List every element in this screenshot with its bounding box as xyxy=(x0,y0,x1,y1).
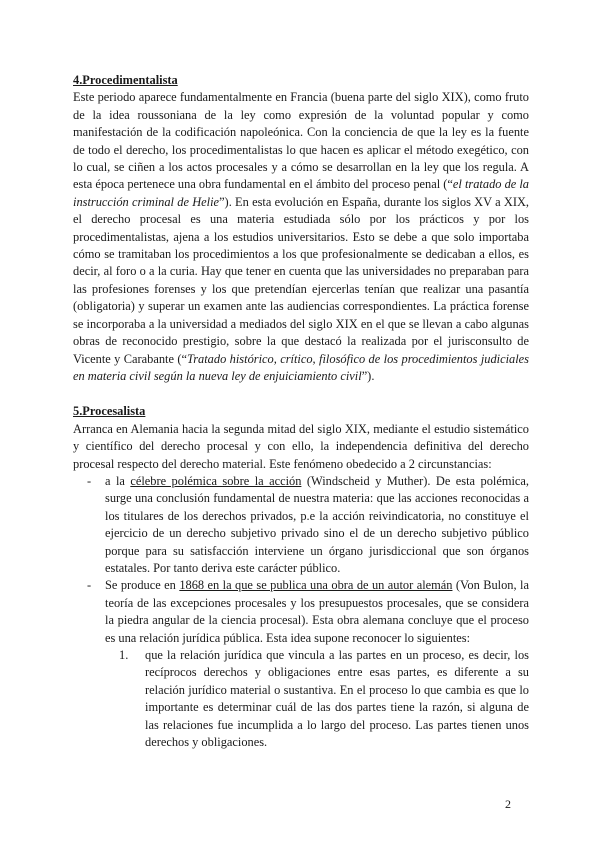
underlined-phrase: célebre polémica sobre la acción xyxy=(130,473,302,488)
section-heading-procedimentalista: 4.Procedimentalista xyxy=(73,73,178,87)
list-item-text: (Von Bulon, la teoría de las excepciones procesales y los presupuestos procesales, que se considera la piedra angular de la ciencia procesal). Esta obra alemana concluye que el proceso es una relación jurídica pública. Esta idea supone reconocer lo siguientes: xyxy=(105,578,529,645)
section-spacer xyxy=(73,385,529,403)
numbered-item-text: que la relación jurídica que vincula a las partes en un proceso, es decir, los recíprocos derechos y obligaciones entre esas partes, es diferente a su relación jurídico material o sustantiva. En el proceso lo que cambia es que lo importante es determinar cuál de las dos partes tiene la razón, si alguna de las relaciones fue incumplida a lo largo del proceso. Las partes tienen unos derechos y obligaciones. xyxy=(145,648,529,750)
numbered-list-item xyxy=(105,647,529,751)
list-item-text: (Windscheid y Muther). De esta polémica, surge una conclusión fundamental de nuestra materia: que las acciones reconocidas a los titulares de los derechos privados, p.e la acción reivindicatoria, no constituye el ejercicio de un derecho subjetivo privado sino el de un derecho subjetivo público porque para su satisfacción interviene un órgano jurisdiccional que son órganos estatales. Por tanto deriva este carácter público. xyxy=(105,473,530,575)
page-content xyxy=(73,72,529,751)
paragraph-procesalista-intro: Arranca en Alemania hacia la segunda mitad del siglo XIX, mediante el estudio sistemático y científico del derecho procesal y con ello, la independencia definitiva del derecho procesal respecto del derecho material. Este fenómeno obedecido a 2 circunstancias: xyxy=(73,421,529,471)
section-heading-procesalista: 5.Procesalista xyxy=(73,404,146,419)
cited-work-helie: el tratado de la instrucción criminal de Helie xyxy=(73,177,530,209)
list-item-text: a la xyxy=(105,473,131,488)
page-number: 2 xyxy=(505,797,511,811)
paragraph-text: ”). xyxy=(361,368,375,383)
list-item-text: Se produce en xyxy=(105,578,180,593)
underlined-phrase: 1868 en la que se publica una obra de un autor alemán xyxy=(179,578,453,593)
list-number: 1. xyxy=(119,648,129,662)
numbered-list xyxy=(105,647,529,751)
circumstances-list xyxy=(73,473,529,752)
paragraph-text: ”). En esta evolución en España, durante los siglos XV a XIX, el derecho procesal es una materia estudiada sólo por los prácticos y por los procedimentalistas, ajena a los estudios universitarios. Esto se debe a que solo importaba cómo se tramitaban los procedimientos a los que profesionalmente se dedicaban a ellos, es decir, al foro o a la curia. Hay que tener en cuenta que las universidades no preparaban para las profesiones forenses y los que pretendían ejercerlas tenían que realizar una pasantía (obligatoria) y superar un examen ante las audiencias correspondientes. La práctica forense se incorporaba a la universidad a mediados del siglo XIX en el que se llevan a cabo algunas obras de reconocido prestigio, sobre la que destacó la realizada por el jurisconsulto de Vicente y Carabante (“ xyxy=(73,194,529,366)
list-item xyxy=(73,473,529,577)
paragraph-procedimentalista xyxy=(73,89,529,385)
cited-work-carabante: Tratado histórico, crítico, filosófico de los procedimientos judiciales en materia civil según la nueva ley de enjuiciamiento civil xyxy=(73,351,530,383)
paragraph-text: Este periodo aparece fundamentalmente en Francia (buena parte del siglo XIX), como fruto de la idea roussoniana de la ley como expresión de la voluntad popular y como manifestación de la codificación napoleónica. Con la conciencia de que la ley es la fuente de todo el derecho, los procedimentalistas lo que hacen es aplicar el método exegético, con lo cual, se ciñen a los actos procesales y a cómo se desarrollan en la ley que los regula. A esta época pertenece una obra fundamental en el ámbito del proceso penal (“ xyxy=(73,90,529,192)
list-item xyxy=(73,577,529,751)
